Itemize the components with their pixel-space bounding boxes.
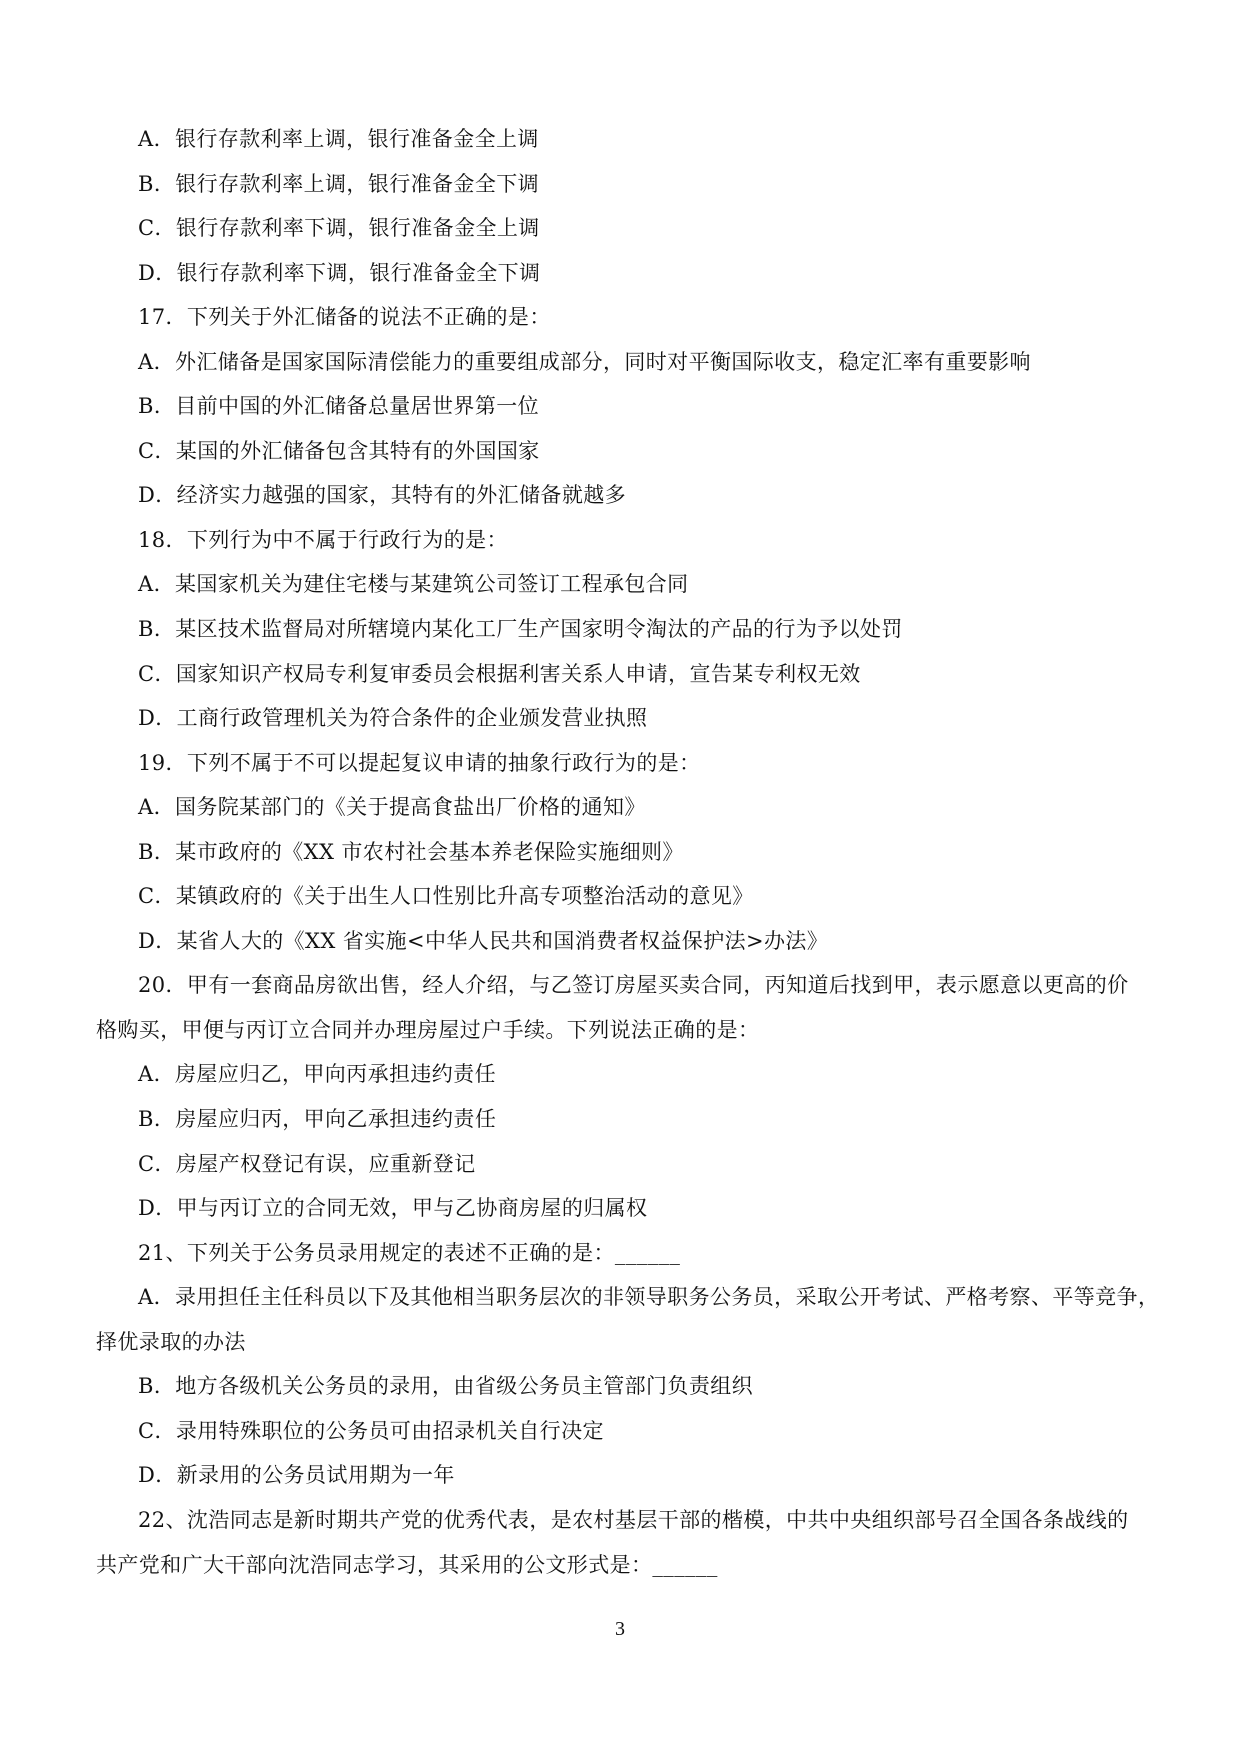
option-line: B．某市政府的《XX 市农村社会基本养老保险实施细则》	[138, 839, 684, 864]
option-line: A．房屋应归乙，甲向丙承担违约责任	[138, 1062, 496, 1087]
option-line: C．录用特殊职位的公务员可由招录机关自行决定	[138, 1418, 604, 1443]
option-line: D．甲与丙订立的合同无效，甲与乙协商房屋的归属权	[138, 1196, 648, 1221]
option-line: A．外汇储备是国家国际清偿能力的重要组成部分，同时对平衡国际收支，稳定汇率有重要影响	[138, 349, 1031, 374]
option-line: B．目前中国的外汇储备总量居世界第一位	[138, 394, 540, 419]
question-line: 20．甲有一套商品房欲出售，经人介绍，与乙签订房屋买卖合同，丙知道后找到甲，表示愿意以更高的价	[138, 973, 1129, 998]
option-line: C．房屋产权登记有误，应重新登记	[138, 1151, 476, 1176]
option-line: B．房屋应归丙，甲向乙承担违约责任	[138, 1107, 497, 1132]
option-continuation-line: 择优录取的办法	[96, 1329, 246, 1354]
option-line: C．银行存款利率下调，银行准备金全上调	[138, 216, 540, 241]
question-line: 18．下列行为中不属于行政行为的是：	[138, 527, 508, 552]
question-line: 17．下列关于外汇储备的说法不正确的是：	[138, 305, 551, 330]
option-line: C．国家知识产权局专利复审委员会根据利害关系人申请，宣告某专利权无效	[138, 661, 861, 686]
option-line: C．某镇政府的《关于出生人口性别比升高专项整治活动的意见》	[138, 884, 754, 909]
option-line: B．地方各级机关公务员的录用，由省级公务员主管部门负责组织	[138, 1374, 754, 1399]
option-line: B．银行存款利率上调，银行准备金全下调	[138, 171, 540, 196]
option-line: C．某国的外汇储备包含其特有的外国国家	[138, 438, 540, 463]
question-continuation-line: 格购买，甲便与丙订立合同并办理房屋过户手续。下列说法正确的是：	[96, 1017, 760, 1042]
option-line: A．国务院某部门的《关于提高食盐出厂价格的通知》	[138, 795, 646, 820]
option-line: D．银行存款利率下调，银行准备金全下调	[138, 260, 541, 285]
question-continuation-line: 共产党和广大干部向沈浩同志学习，其采用的公文形式是：______	[96, 1552, 718, 1577]
option-line: D．新录用的公务员试用期为一年	[138, 1463, 455, 1488]
option-line: B．某区技术监督局对所辖境内某化工厂生产国家明令淘汰的产品的行为予以处罚	[138, 617, 903, 642]
question-line: 19．下列不属于不可以提起复议申请的抽象行政行为的是：	[138, 750, 701, 775]
option-line: D．工商行政管理机关为符合条件的企业颁发营业执照	[138, 706, 648, 731]
document-body	[0, 117, 1240, 1587]
option-line: A．录用担任主任科员以下及其他相当职务层次的非领导职务公务员，采取公开考试、严格考察、平等竞争，	[138, 1285, 1160, 1310]
option-line: A．某国家机关为建住宅楼与某建筑公司签订工程承包合同	[138, 572, 689, 597]
question-line: 21、下列关于公务员录用规定的表述不正确的是：______	[138, 1240, 681, 1265]
option-line: D．某省人大的《XX 省实施<中华人民共和国消费者权益保护法>办法》	[138, 928, 829, 953]
option-line: A．银行存款利率上调，银行准备金全上调	[138, 127, 539, 151]
option-line: D．经济实力越强的国家，其特有的外汇储备就越多	[138, 483, 627, 508]
question-line: 22、沈浩同志是新时期共产党的优秀代表，是农村基层干部的楷模，中共中央组织部号召全国各条战线的	[138, 1507, 1129, 1532]
page-number: 3	[615, 1618, 625, 1640]
